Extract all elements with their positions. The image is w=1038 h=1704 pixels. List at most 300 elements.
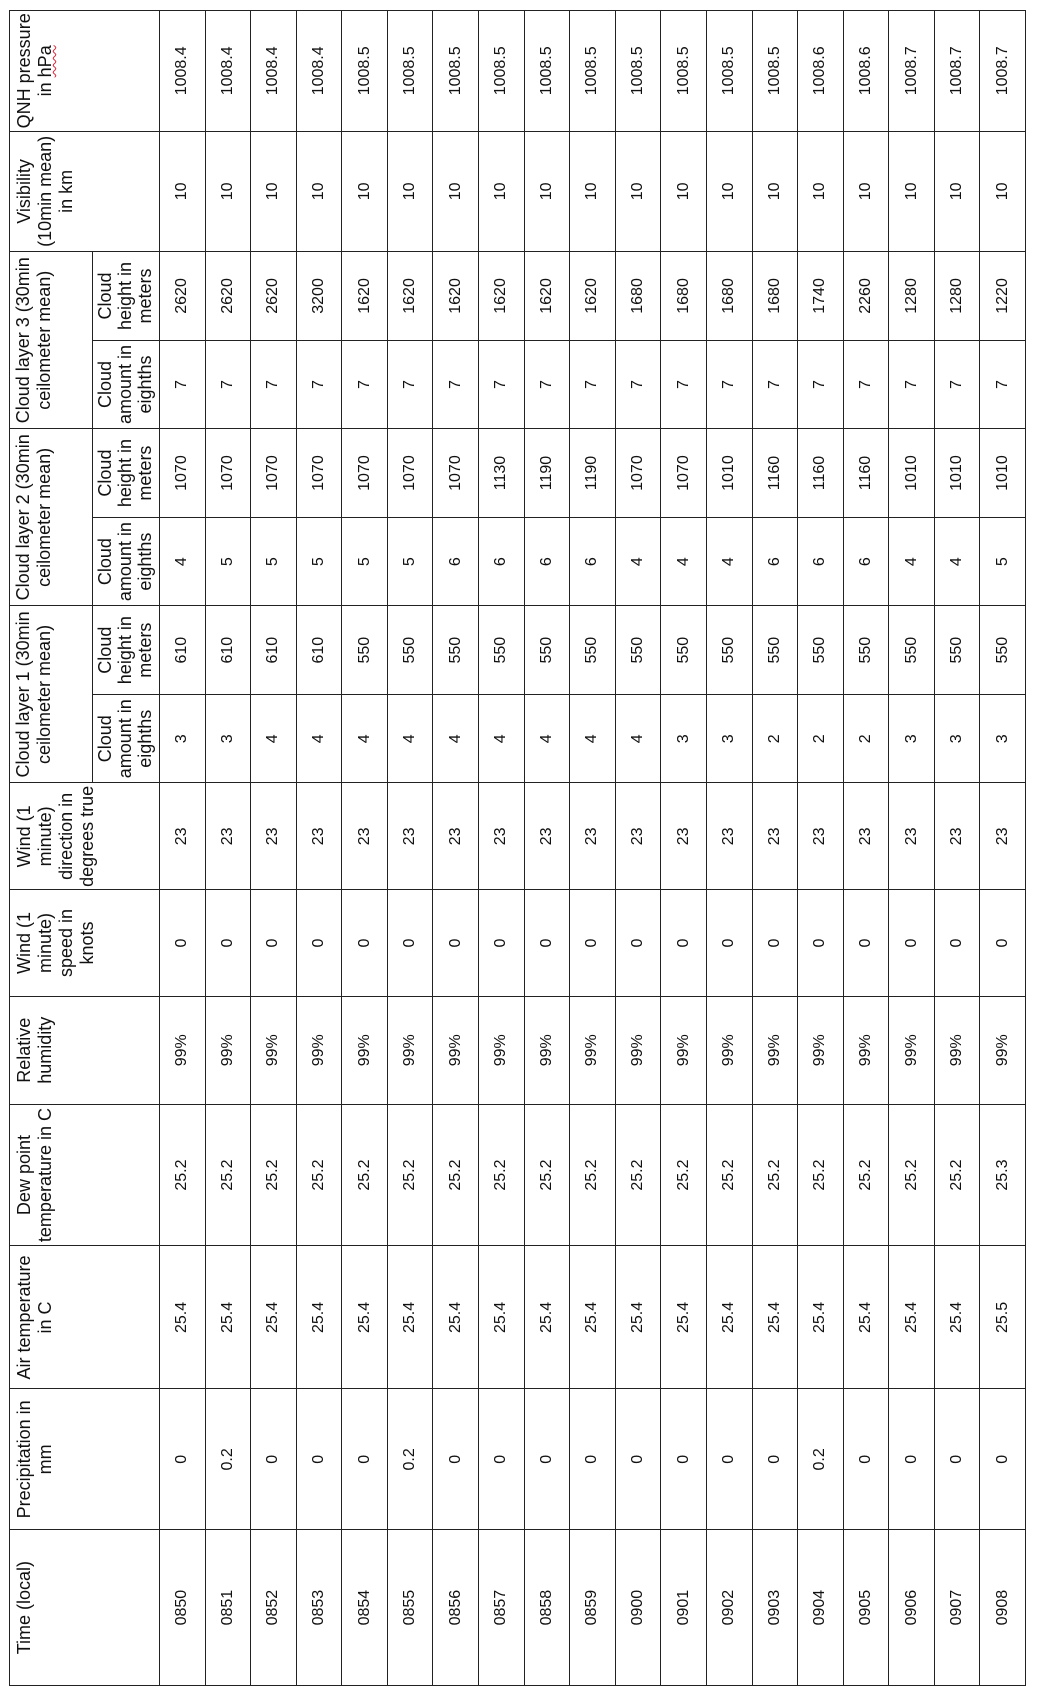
cell-cloud-1-height: 550 xyxy=(752,606,798,695)
header-wind-direction: Wind (1 minute) direction in degrees true xyxy=(10,783,160,890)
cell-time: 0902 xyxy=(706,1530,752,1686)
cell-cloud-1-height: 610 xyxy=(296,606,342,695)
cell-wind-direction: 23 xyxy=(615,783,661,890)
cell-wind-speed: 0 xyxy=(570,890,616,997)
cell-wind-direction: 23 xyxy=(980,783,1026,890)
cell-air-temperature: 25.4 xyxy=(342,1246,388,1389)
cell-cloud-2-height: 1160 xyxy=(752,429,798,518)
cell-cloud-3-height: 1740 xyxy=(798,252,844,341)
cell-visibility: 10 xyxy=(889,131,935,252)
cell-visibility: 10 xyxy=(205,131,251,252)
cell-cloud-2-height: 1070 xyxy=(661,429,707,518)
cell-visibility: 10 xyxy=(615,131,661,252)
cell-cloud-2-height: 1190 xyxy=(570,429,616,518)
cell-cloud-3-amount: 7 xyxy=(843,340,889,429)
cell-air-temperature: 25.4 xyxy=(615,1246,661,1389)
cell-cloud-2-height: 1070 xyxy=(342,429,388,518)
cell-relative-humidity: 99% xyxy=(843,996,889,1104)
cell-cloud-2-height: 1070 xyxy=(251,429,297,518)
cell-qnh-pressure: 1008.5 xyxy=(524,11,570,132)
cell-relative-humidity: 99% xyxy=(433,996,479,1104)
cell-qnh-pressure: 1008.4 xyxy=(251,11,297,132)
table-row xyxy=(798,11,844,1686)
cell-visibility: 10 xyxy=(296,131,342,252)
cell-precipitation: 0 xyxy=(889,1389,935,1530)
cell-qnh-pressure: 1008.5 xyxy=(570,11,616,132)
cell-cloud-1-height: 610 xyxy=(160,606,206,695)
cell-visibility: 10 xyxy=(387,131,433,252)
table-row xyxy=(570,11,616,1686)
cell-cloud-1-amount: 3 xyxy=(205,694,251,783)
cell-precipitation: 0 xyxy=(160,1389,206,1530)
cell-relative-humidity: 99% xyxy=(205,996,251,1104)
cell-cloud-1-amount: 4 xyxy=(615,694,661,783)
cell-wind-direction: 23 xyxy=(889,783,935,890)
cell-dew-point: 25.3 xyxy=(980,1104,1026,1246)
cell-air-temperature: 25.4 xyxy=(706,1246,752,1389)
cell-cloud-3-amount: 7 xyxy=(752,340,798,429)
cell-precipitation: 0 xyxy=(570,1389,616,1530)
cell-wind-speed: 0 xyxy=(980,890,1026,997)
cell-cloud-2-amount: 4 xyxy=(160,517,206,606)
cell-cloud-3-height: 1680 xyxy=(752,252,798,341)
cell-cloud-3-amount: 7 xyxy=(661,340,707,429)
cell-cloud-2-height: 1190 xyxy=(524,429,570,518)
header-precipitation: Precipitation in mm xyxy=(10,1389,160,1530)
cell-cloud-1-amount: 4 xyxy=(387,694,433,783)
cell-wind-direction: 23 xyxy=(433,783,479,890)
cell-cloud-2-height: 1160 xyxy=(843,429,889,518)
cell-cloud-3-height: 1280 xyxy=(934,252,980,341)
cell-precipitation: 0 xyxy=(661,1389,707,1530)
cell-cloud-2-height: 1010 xyxy=(980,429,1026,518)
cell-relative-humidity: 99% xyxy=(889,996,935,1104)
cell-dew-point: 25.2 xyxy=(160,1104,206,1246)
table-row xyxy=(889,11,935,1686)
cell-cloud-1-height: 610 xyxy=(251,606,297,695)
cell-air-temperature: 25.4 xyxy=(524,1246,570,1389)
cell-dew-point: 25.2 xyxy=(752,1104,798,1246)
cell-wind-direction: 23 xyxy=(570,783,616,890)
cell-qnh-pressure: 1008.5 xyxy=(752,11,798,132)
cell-cloud-2-amount: 6 xyxy=(524,517,570,606)
cell-cloud-1-amount: 4 xyxy=(433,694,479,783)
cell-visibility: 10 xyxy=(479,131,525,252)
cell-cloud-1-amount: 3 xyxy=(706,694,752,783)
cell-cloud-3-height: 1620 xyxy=(524,252,570,341)
cell-time: 0850 xyxy=(160,1530,206,1686)
cell-air-temperature: 25.4 xyxy=(798,1246,844,1389)
header-dew-point: Dew point temperature in C xyxy=(10,1104,160,1246)
cell-air-temperature: 25.4 xyxy=(433,1246,479,1389)
cell-wind-speed: 0 xyxy=(205,890,251,997)
cell-air-temperature: 25.4 xyxy=(387,1246,433,1389)
cell-relative-humidity: 99% xyxy=(251,996,297,1104)
cell-cloud-2-height: 1010 xyxy=(934,429,980,518)
cell-wind-speed: 0 xyxy=(479,890,525,997)
cell-cloud-1-amount: 3 xyxy=(160,694,206,783)
cell-visibility: 10 xyxy=(980,131,1026,252)
cell-dew-point: 25.2 xyxy=(205,1104,251,1246)
cell-precipitation: 0 xyxy=(934,1389,980,1530)
cell-relative-humidity: 99% xyxy=(342,996,388,1104)
cell-cloud-1-amount: 4 xyxy=(524,694,570,783)
cell-cloud-2-amount: 5 xyxy=(296,517,342,606)
cell-relative-humidity: 99% xyxy=(706,996,752,1104)
cell-cloud-1-height: 610 xyxy=(205,606,251,695)
cell-cloud-3-amount: 7 xyxy=(433,340,479,429)
header-cloud-layer-2: Cloud layer 2 (30min ceilometer mean) xyxy=(10,429,93,606)
cell-qnh-pressure: 1008.5 xyxy=(387,11,433,132)
cell-cloud-2-amount: 4 xyxy=(934,517,980,606)
cell-dew-point: 25.2 xyxy=(570,1104,616,1246)
table-body xyxy=(160,11,1026,1686)
cell-cloud-1-height: 550 xyxy=(342,606,388,695)
cell-visibility: 10 xyxy=(661,131,707,252)
table-row xyxy=(661,11,707,1686)
cell-wind-direction: 23 xyxy=(387,783,433,890)
cell-visibility: 10 xyxy=(570,131,616,252)
table-row xyxy=(342,11,388,1686)
cell-wind-speed: 0 xyxy=(934,890,980,997)
cell-wind-direction: 23 xyxy=(479,783,525,890)
cell-cloud-3-height: 1620 xyxy=(342,252,388,341)
cell-cloud-3-height: 2620 xyxy=(160,252,206,341)
cell-cloud-3-amount: 7 xyxy=(342,340,388,429)
cell-air-temperature: 25.4 xyxy=(889,1246,935,1389)
cell-wind-direction: 23 xyxy=(752,783,798,890)
cell-air-temperature: 25.4 xyxy=(479,1246,525,1389)
cell-precipitation: 0 xyxy=(342,1389,388,1530)
header-cloud-1-height: Cloud height in meters xyxy=(93,606,160,695)
cell-cloud-3-height: 3200 xyxy=(296,252,342,341)
cell-cloud-1-amount: 4 xyxy=(570,694,616,783)
cell-precipitation: 0 xyxy=(706,1389,752,1530)
table-row xyxy=(205,11,251,1686)
cell-air-temperature: 25.4 xyxy=(661,1246,707,1389)
cell-dew-point: 25.2 xyxy=(843,1104,889,1246)
table-row xyxy=(433,11,479,1686)
cell-cloud-2-height: 1130 xyxy=(479,429,525,518)
table-row xyxy=(615,11,661,1686)
cell-cloud-3-height: 1620 xyxy=(433,252,479,341)
cell-time: 0852 xyxy=(251,1530,297,1686)
cell-wind-speed: 0 xyxy=(706,890,752,997)
cell-cloud-2-amount: 4 xyxy=(615,517,661,606)
cell-wind-speed: 0 xyxy=(843,890,889,997)
cell-cloud-3-amount: 7 xyxy=(205,340,251,429)
table-row xyxy=(980,11,1026,1686)
cell-relative-humidity: 99% xyxy=(296,996,342,1104)
cell-relative-humidity: 99% xyxy=(752,996,798,1104)
cell-cloud-2-amount: 4 xyxy=(706,517,752,606)
rotated-page xyxy=(9,10,1026,1686)
cell-visibility: 10 xyxy=(251,131,297,252)
cell-dew-point: 25.2 xyxy=(433,1104,479,1246)
cell-visibility: 10 xyxy=(843,131,889,252)
table-row xyxy=(251,11,297,1686)
header-cloud-layer-1: Cloud layer 1 (30min ceilometer mean) xyxy=(10,606,93,783)
cell-cloud-3-height: 1620 xyxy=(479,252,525,341)
cell-dew-point: 25.2 xyxy=(706,1104,752,1246)
cell-cloud-2-amount: 6 xyxy=(752,517,798,606)
cell-cloud-3-amount: 7 xyxy=(296,340,342,429)
cell-qnh-pressure: 1008.5 xyxy=(342,11,388,132)
cell-air-temperature: 25.4 xyxy=(752,1246,798,1389)
cell-precipitation: 0 xyxy=(479,1389,525,1530)
cell-time: 0857 xyxy=(479,1530,525,1686)
table-row xyxy=(296,11,342,1686)
cell-cloud-1-height: 550 xyxy=(706,606,752,695)
cell-cloud-3-amount: 7 xyxy=(889,340,935,429)
cell-wind-speed: 0 xyxy=(889,890,935,997)
cell-cloud-2-amount: 5 xyxy=(205,517,251,606)
cell-wind-direction: 23 xyxy=(706,783,752,890)
cell-air-temperature: 25.4 xyxy=(205,1246,251,1389)
cell-dew-point: 25.2 xyxy=(387,1104,433,1246)
cell-cloud-3-height: 1620 xyxy=(570,252,616,341)
cell-cloud-3-amount: 7 xyxy=(798,340,844,429)
cell-time: 0903 xyxy=(752,1530,798,1686)
cell-visibility: 10 xyxy=(433,131,479,252)
cell-cloud-2-amount: 6 xyxy=(843,517,889,606)
cell-precipitation: 0 xyxy=(251,1389,297,1530)
cell-wind-direction: 23 xyxy=(843,783,889,890)
cell-cloud-1-amount: 3 xyxy=(889,694,935,783)
cell-time: 0856 xyxy=(433,1530,479,1686)
cell-qnh-pressure: 1008.7 xyxy=(980,11,1026,132)
cell-precipitation: 0.2 xyxy=(798,1389,844,1530)
cell-wind-direction: 23 xyxy=(798,783,844,890)
cell-wind-direction: 23 xyxy=(934,783,980,890)
cell-dew-point: 25.2 xyxy=(479,1104,525,1246)
cell-cloud-2-amount: 6 xyxy=(479,517,525,606)
header-cloud-layer-3: Cloud layer 3 (30min ceilometer mean) xyxy=(10,252,93,429)
cell-cloud-1-height: 550 xyxy=(433,606,479,695)
cell-cloud-3-height: 1220 xyxy=(980,252,1026,341)
cell-dew-point: 25.2 xyxy=(661,1104,707,1246)
cell-time: 0854 xyxy=(342,1530,388,1686)
cell-relative-humidity: 99% xyxy=(479,996,525,1104)
cell-cloud-1-height: 550 xyxy=(980,606,1026,695)
table-row xyxy=(752,11,798,1686)
cell-precipitation: 0.2 xyxy=(205,1389,251,1530)
cell-cloud-1-amount: 2 xyxy=(752,694,798,783)
cell-air-temperature: 25.4 xyxy=(296,1246,342,1389)
cell-cloud-2-height: 1070 xyxy=(160,429,206,518)
cell-precipitation: 0 xyxy=(980,1389,1026,1530)
cell-qnh-pressure: 1008.7 xyxy=(934,11,980,132)
cell-wind-speed: 0 xyxy=(160,890,206,997)
cell-time: 0905 xyxy=(843,1530,889,1686)
header-cloud-3-amount: Cloud amount in eighths xyxy=(93,340,160,429)
cell-cloud-3-amount: 7 xyxy=(387,340,433,429)
cell-precipitation: 0.2 xyxy=(387,1389,433,1530)
cell-visibility: 10 xyxy=(524,131,570,252)
header-air-temperature: Air temperature in C xyxy=(10,1246,160,1389)
cell-air-temperature: 25.4 xyxy=(251,1246,297,1389)
cell-wind-direction: 23 xyxy=(524,783,570,890)
cell-cloud-3-amount: 7 xyxy=(479,340,525,429)
cell-wind-speed: 0 xyxy=(752,890,798,997)
cell-cloud-1-amount: 2 xyxy=(798,694,844,783)
cell-wind-speed: 0 xyxy=(524,890,570,997)
cell-time: 0853 xyxy=(296,1530,342,1686)
cell-cloud-2-height: 1010 xyxy=(889,429,935,518)
cell-air-temperature: 25.4 xyxy=(570,1246,616,1389)
cell-dew-point: 25.2 xyxy=(798,1104,844,1246)
cell-dew-point: 25.2 xyxy=(251,1104,297,1246)
cell-time: 0858 xyxy=(524,1530,570,1686)
cell-precipitation: 0 xyxy=(433,1389,479,1530)
cell-visibility: 10 xyxy=(706,131,752,252)
cell-visibility: 10 xyxy=(160,131,206,252)
header-cloud-2-amount: Cloud amount in eighths xyxy=(93,517,160,606)
cell-dew-point: 25.2 xyxy=(524,1104,570,1246)
cell-cloud-2-amount: 5 xyxy=(387,517,433,606)
cell-cloud-3-amount: 7 xyxy=(934,340,980,429)
cell-cloud-1-height: 550 xyxy=(889,606,935,695)
cell-time: 0851 xyxy=(205,1530,251,1686)
cell-cloud-2-height: 1070 xyxy=(615,429,661,518)
cell-wind-direction: 23 xyxy=(342,783,388,890)
cell-dew-point: 25.2 xyxy=(615,1104,661,1246)
table-row xyxy=(524,11,570,1686)
cell-relative-humidity: 99% xyxy=(934,996,980,1104)
cell-cloud-1-height: 550 xyxy=(661,606,707,695)
cell-relative-humidity: 99% xyxy=(524,996,570,1104)
cell-dew-point: 25.2 xyxy=(342,1104,388,1246)
cell-cloud-1-height: 550 xyxy=(615,606,661,695)
cell-cloud-2-height: 1070 xyxy=(205,429,251,518)
cell-qnh-pressure: 1008.5 xyxy=(433,11,479,132)
cell-visibility: 10 xyxy=(934,131,980,252)
table-row xyxy=(843,11,889,1686)
table-row xyxy=(160,11,206,1686)
header-relative-humidity: Relative humidity xyxy=(10,996,160,1104)
cell-cloud-1-amount: 4 xyxy=(479,694,525,783)
header-cloud-1-amount: Cloud amount in eighths xyxy=(93,694,160,783)
cell-cloud-3-height: 1620 xyxy=(387,252,433,341)
cell-cloud-3-amount: 7 xyxy=(570,340,616,429)
cell-cloud-3-height: 1680 xyxy=(661,252,707,341)
cell-cloud-1-height: 550 xyxy=(843,606,889,695)
cell-time: 0901 xyxy=(661,1530,707,1686)
cell-cloud-3-height: 1280 xyxy=(889,252,935,341)
cell-cloud-2-amount: 6 xyxy=(570,517,616,606)
cell-cloud-2-amount: 6 xyxy=(433,517,479,606)
cell-cloud-3-amount: 7 xyxy=(980,340,1026,429)
cell-wind-direction: 23 xyxy=(205,783,251,890)
cell-air-temperature: 25.4 xyxy=(843,1246,889,1389)
cell-precipitation: 0 xyxy=(615,1389,661,1530)
cell-time: 0900 xyxy=(615,1530,661,1686)
cell-dew-point: 25.2 xyxy=(934,1104,980,1246)
cell-cloud-3-amount: 7 xyxy=(524,340,570,429)
cell-visibility: 10 xyxy=(798,131,844,252)
cell-time: 0907 xyxy=(934,1530,980,1686)
cell-air-temperature: 25.5 xyxy=(980,1246,1026,1389)
cell-qnh-pressure: 1008.4 xyxy=(160,11,206,132)
cell-cloud-2-amount: 4 xyxy=(661,517,707,606)
header-time: Time (local) xyxy=(10,1530,160,1686)
cell-cloud-2-amount: 5 xyxy=(251,517,297,606)
header-qnh-unit: hPa xyxy=(35,45,55,78)
cell-cloud-2-amount: 5 xyxy=(980,517,1026,606)
cell-relative-humidity: 99% xyxy=(570,996,616,1104)
cell-wind-speed: 0 xyxy=(342,890,388,997)
cell-relative-humidity: 99% xyxy=(661,996,707,1104)
cell-wind-direction: 23 xyxy=(160,783,206,890)
cell-qnh-pressure: 1008.4 xyxy=(205,11,251,132)
cell-cloud-1-height: 550 xyxy=(524,606,570,695)
cell-cloud-1-height: 550 xyxy=(387,606,433,695)
cell-time: 0855 xyxy=(387,1530,433,1686)
cell-cloud-3-amount: 7 xyxy=(615,340,661,429)
cell-time: 0906 xyxy=(889,1530,935,1686)
cell-cloud-1-height: 550 xyxy=(798,606,844,695)
cell-cloud-2-height: 1070 xyxy=(433,429,479,518)
cell-cloud-3-height: 1680 xyxy=(706,252,752,341)
cell-precipitation: 0 xyxy=(843,1389,889,1530)
table-row xyxy=(706,11,752,1686)
cell-cloud-2-height: 1010 xyxy=(706,429,752,518)
cell-cloud-1-height: 550 xyxy=(934,606,980,695)
cell-visibility: 10 xyxy=(342,131,388,252)
table-row xyxy=(479,11,525,1686)
cell-wind-speed: 0 xyxy=(798,890,844,997)
cell-cloud-3-amount: 7 xyxy=(251,340,297,429)
cell-cloud-2-amount: 4 xyxy=(889,517,935,606)
cell-cloud-2-amount: 6 xyxy=(798,517,844,606)
table-row xyxy=(934,11,980,1686)
header-qnh-pressure xyxy=(10,11,160,132)
cell-qnh-pressure: 1008.6 xyxy=(843,11,889,132)
header-cloud-3-height: Cloud height in meters xyxy=(93,252,160,341)
cell-precipitation: 0 xyxy=(752,1389,798,1530)
cell-cloud-3-height: 2620 xyxy=(251,252,297,341)
cell-qnh-pressure: 1008.5 xyxy=(706,11,752,132)
cell-air-temperature: 25.4 xyxy=(934,1246,980,1389)
weather-observations-table xyxy=(9,10,1026,1686)
cell-cloud-3-amount: 7 xyxy=(160,340,206,429)
header-qnh-label: QNH pressure in xyxy=(14,13,55,129)
cell-cloud-3-amount: 7 xyxy=(706,340,752,429)
cell-wind-speed: 0 xyxy=(251,890,297,997)
cell-wind-direction: 23 xyxy=(251,783,297,890)
cell-qnh-pressure: 1008.5 xyxy=(479,11,525,132)
table-row xyxy=(387,11,433,1686)
cell-wind-direction: 23 xyxy=(296,783,342,890)
table-header xyxy=(10,11,160,1686)
cell-cloud-3-height: 1680 xyxy=(615,252,661,341)
cell-cloud-3-height: 2620 xyxy=(205,252,251,341)
cell-cloud-1-height: 550 xyxy=(479,606,525,695)
cell-cloud-1-amount: 3 xyxy=(661,694,707,783)
cell-wind-speed: 0 xyxy=(433,890,479,997)
cell-relative-humidity: 99% xyxy=(980,996,1026,1104)
cell-relative-humidity: 99% xyxy=(798,996,844,1104)
cell-cloud-1-amount: 4 xyxy=(251,694,297,783)
header-visibility: Visibility (10min mean) in km xyxy=(10,131,160,252)
cell-cloud-2-amount: 5 xyxy=(342,517,388,606)
cell-wind-speed: 0 xyxy=(661,890,707,997)
cell-qnh-pressure: 1008.5 xyxy=(661,11,707,132)
cell-visibility: 10 xyxy=(752,131,798,252)
cell-cloud-1-height: 550 xyxy=(570,606,616,695)
cell-relative-humidity: 99% xyxy=(615,996,661,1104)
cell-dew-point: 25.2 xyxy=(889,1104,935,1246)
